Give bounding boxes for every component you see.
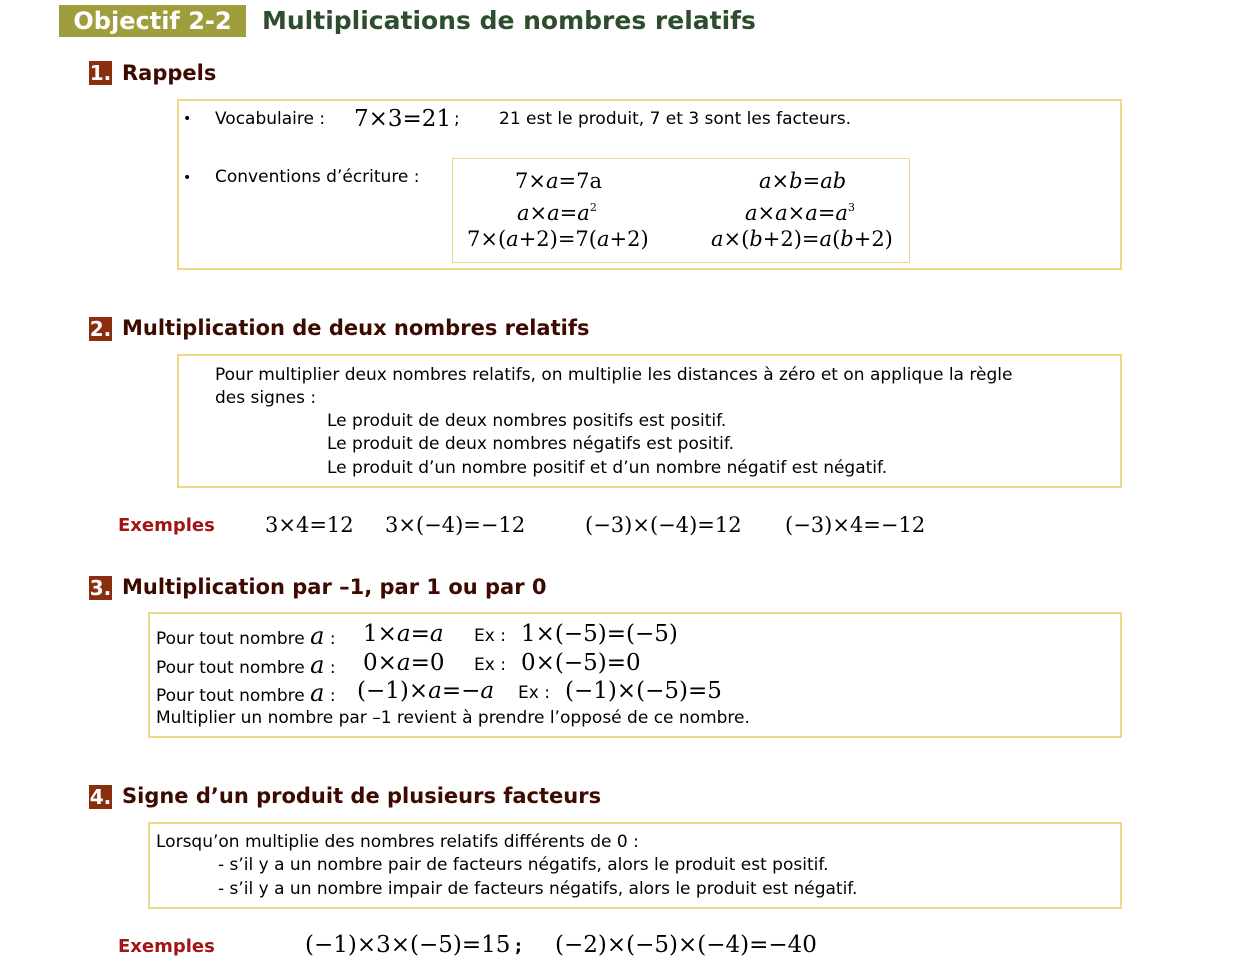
regle-intro-line1: Pour multiplier deux nombres relatifs, on multiplie les distances à zéro et on applique la règle <box>215 365 1013 385</box>
special-example-1: 1×(−5)=(−5) <box>521 621 678 647</box>
special-var-2: a <box>310 651 325 679</box>
special-prefix-1: Pour tout nombre <box>156 629 305 649</box>
special-example-3: (−1)×(−5)=5 <box>565 678 722 704</box>
vocab-label: Vocabulaire : <box>215 109 326 129</box>
bullet-conventions: • <box>183 170 192 186</box>
special-rule-3: (−1)×a=−a <box>357 678 495 704</box>
special-ex-label-1: Ex : <box>474 626 506 646</box>
section-4-title: Signe d’un produit de plusieurs facteurs <box>122 784 602 808</box>
special-prefix-3: Pour tout nombre <box>156 686 305 706</box>
convention-formula-5: 7×(a+2)=7(a+2) <box>467 227 649 251</box>
exemple-1-3: (−3)×(−4)=12 <box>585 513 742 537</box>
special-var-3: a <box>310 679 325 707</box>
special-prefix-2: Pour tout nombre <box>156 658 305 678</box>
exemple-2-separator: ; <box>515 937 522 957</box>
convention-formula-3: $a\times a=a^2$ <box>517 201 597 225</box>
section-4-number: 4. <box>89 785 112 809</box>
section-2-number: 2. <box>89 317 112 341</box>
special-colon-2: : <box>329 658 336 678</box>
exemple-2-2: (−2)×(−5)×(−4)=−40 <box>555 932 817 958</box>
section-1-number: 1. <box>89 61 112 85</box>
special-colon-3: : <box>329 686 336 706</box>
special-example-2: 0×(−5)=0 <box>521 650 641 676</box>
special-rule-2: 0×a=0 <box>363 650 445 676</box>
regle-intro-line2: des signes : <box>215 388 317 408</box>
conventions-label: Conventions d’écriture : <box>215 167 420 187</box>
vocab-text: 21 est le produit, 7 et 3 sont les facteurs. <box>499 109 851 129</box>
exemple-1-4: (−3)×4=−12 <box>785 513 926 537</box>
convention-formula-2: a×b=ab <box>759 169 847 193</box>
exemples-label-2: Exemples <box>118 936 215 957</box>
exemple-2-1: (−1)×3×(−5)=15 <box>305 932 511 958</box>
special-conclusion: Multiplier un nombre par –1 revient à prendre l’opposé de ce nombre. <box>156 708 750 728</box>
bullet-vocab: • <box>183 111 192 127</box>
page-title: Multiplications de nombres relatifs <box>262 6 756 35</box>
exemples-label-1: Exemples <box>118 515 215 536</box>
exemple-1-2: 3×(−4)=−12 <box>385 513 526 537</box>
regle-rule-3: Le produit d’un nombre positif et d’un nombre négatif est négatif. <box>327 458 888 478</box>
exemple-1-1: 3×4=12 <box>265 513 354 537</box>
section-2-title: Multiplication de deux nombres relatifs <box>122 316 590 340</box>
special-row-3 <box>156 679 336 708</box>
special-rule-1: 1×a=a <box>363 621 444 647</box>
section-3-title: Multiplication par –1, par 1 ou par 0 <box>122 575 547 599</box>
section-1-title: Rappels <box>122 61 217 85</box>
convention-formula-6: a×(b+2)=a(b+2) <box>711 227 893 251</box>
signe-rule-2: - s’il y a un nombre impair de facteurs négatifs, alors le produit est négatif. <box>218 879 858 899</box>
regle-rule-2: Le produit de deux nombres négatifs est positif. <box>327 434 734 454</box>
section-3-number: 3. <box>89 576 112 600</box>
convention-formula-1: 7×a=7a <box>515 169 602 193</box>
vocab-formula: 7×3=21 <box>354 106 452 132</box>
special-var-1: a <box>310 622 325 650</box>
special-row-2 <box>156 651 336 680</box>
special-ex-label-3: Ex : <box>518 683 550 703</box>
signe-intro: Lorsqu’on multiplie des nombres relatifs différents de 0 : <box>156 832 639 852</box>
vocab-separator: ; <box>454 109 460 129</box>
signe-rule-1: - s’il y a un nombre pair de facteurs négatifs, alors le produit est positif. <box>218 855 829 875</box>
special-row-1 <box>156 622 336 651</box>
special-colon-1: : <box>329 629 336 649</box>
objective-badge: Objectif 2-2 <box>59 5 246 37</box>
special-ex-label-2: Ex : <box>474 655 506 675</box>
regle-rule-1: Le produit de deux nombres positifs est positif. <box>327 411 727 431</box>
convention-formula-4: $a\times a\times a=a^3$ <box>745 201 855 225</box>
